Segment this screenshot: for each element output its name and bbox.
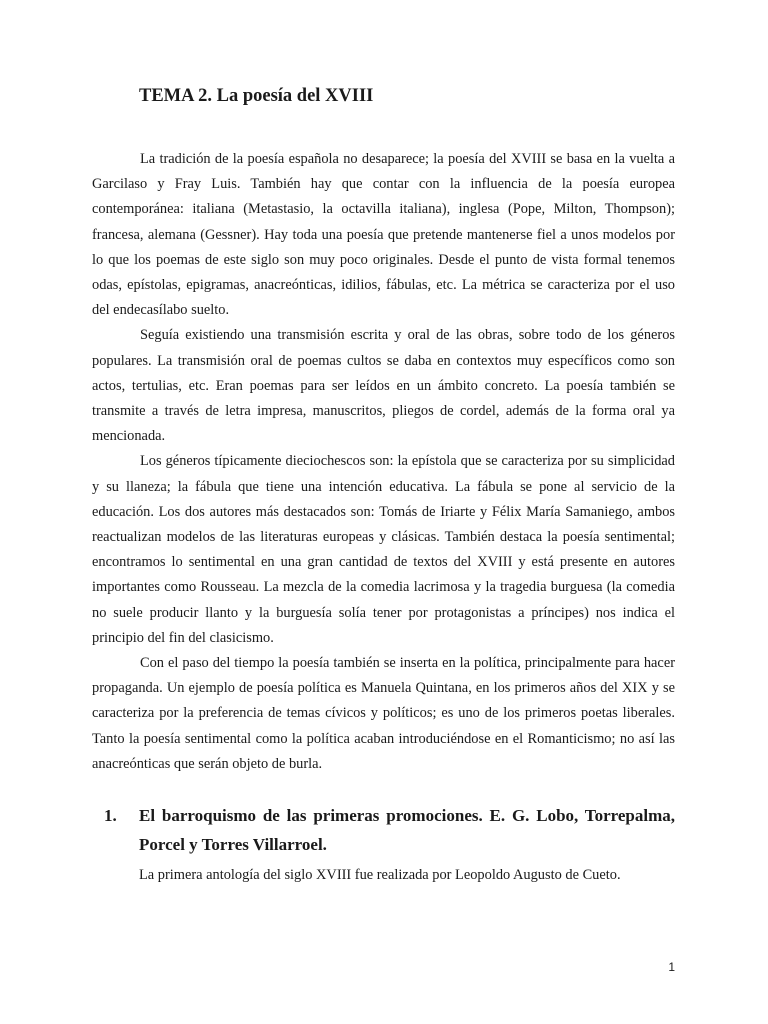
section-intro: La primera antología del siglo XVIII fue realizada por Leopoldo Augusto de Cueto. [139, 867, 621, 883]
body-text [92, 147, 675, 777]
paragraph-politica: Con el paso del tiempo la poesía también se inserta en la política, principalmente para hacer propaganda. Un ejemplo de poesía política es Manuela Quintana, en los primeros años del XIX y se caracteriza por la preferencia de temas cívicos y políticos; es uno de los primeros poetas liberales. Tanto la poesía sentimental como la política acaban introduciéndose en el Romanticismo; no así las anacreónticas que serán objeto de burla. [92, 655, 675, 772]
paragraph-generos: Los géneros típicamente dieciochescos son: la epístola que se caracteriza por su simplicidad y su llaneza; la fábula que tiene una intención educativa. La fábula se pone al servicio de la educación. Los dos autores más destacados son: Tomás de Iriarte y Félix María Samaniego, ambos reactualizan modelos de las literaturas europeas y clásicas. También destaca la poesía sentimental; encontramos lo sentimental en una gran cantidad de textos del XVIII y está presente en autores importantes como Rousseau. La mezcla de la comedia lacrimosa y la tragedia burguesa (la comedia no suele producir llanto y la burguesía solía tener por protagonistas a príncipes) nos indica el principio del fin del clasicismo. [92, 453, 675, 646]
section-title: El barroquismo de las primeras promociones. E. G. Lobo, Torrepalma, Porcel y Torres Villarroel. [139, 806, 675, 854]
document-title: TEMA 2. La poesía del XVIII [139, 86, 374, 106]
paragraph-transmision: Seguía existiendo una transmisión escrita y oral de las obras, sobre todo de los géneros populares. La transmisión oral de poemas cultos se daba en contextos muy específicos como son actos, tertulias, etc. Eran poemas para ser leídos en un ámbito concreto. La poesía también se transmite a través de letra impresa, manuscritos, pliegos de cordel, además de la forma oral ya mencionada. [92, 327, 675, 445]
section-heading [92, 801, 675, 859]
paragraph-tradicion: La tradición de la poesía española no desaparece; la poesía del XVIII se basa en la vuelta a Garcilaso y Fray Luis. También hay que contar con la influencia de la poesía europea contemporánea: italiana (Metastasio, la octavilla italiana), inglesa (Pope, Milton, Thompson); francesa, alemana (Gessner). Hay toda una poesía que pretende mantenerse fiel a unos modelos por lo que los poemas de este siglo son muy poco originales. Desde el punto de vista formal tenemos odas, epístolas, epigramas, anacreónticas, idilios, fábulas, etc. La métrica se caracteriza por el uso del endecasílabo suelto. [92, 151, 675, 319]
section-number: 1. [104, 806, 117, 825]
page-number: 1 [668, 960, 675, 974]
